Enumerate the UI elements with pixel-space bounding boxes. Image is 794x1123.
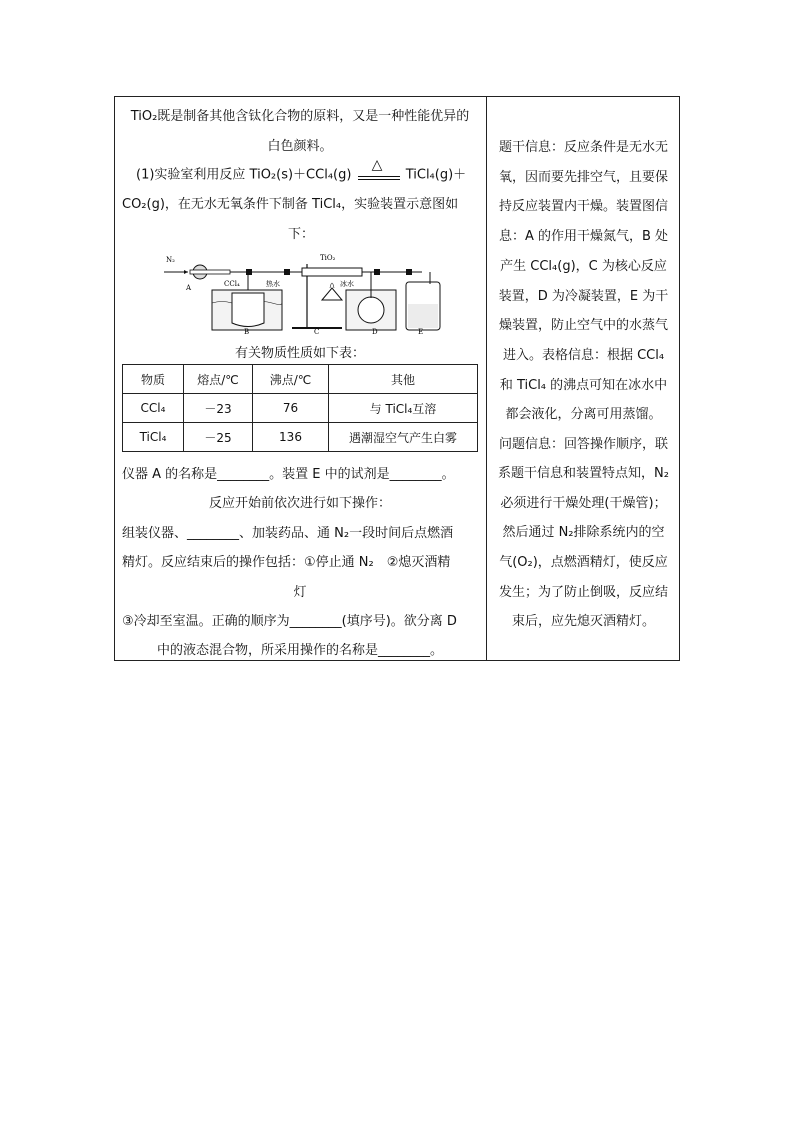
n2-label: N₂ [166, 256, 175, 264]
analysis-line: 发生；为了防止倒吸，反应结 [498, 585, 668, 600]
question-1-line-3: 下： [288, 227, 315, 242]
question-3: 反应开始前依次进行如下操作： [208, 496, 391, 511]
analysis-line: 然后通过 N₂排除系统内的空 [502, 525, 665, 540]
analysis-line: 气(O₂)，点燃酒精灯，使反应 [499, 555, 668, 570]
apparatus-diagram [162, 248, 446, 334]
equation-products: TiCl₄(g)＋ [405, 167, 467, 183]
label-d: D [372, 328, 378, 334]
heat-condition: △ [371, 157, 383, 173]
ccl4-label: CCl₄ [224, 280, 240, 288]
table-header-row [123, 365, 478, 394]
question-1-line-2: CO₂(g)，在无水无氧条件下制备 TiCl₄，实验装置示意图如 [122, 197, 459, 212]
analysis-column [487, 96, 680, 661]
analysis-line: 息：A 的作用干燥氮气，B 处 [498, 229, 669, 244]
table-cell: －23 [184, 394, 253, 423]
question-5: 精灯。反应结束后的操作包括：①停止通 N₂ ②熄灭酒精 [122, 555, 451, 570]
label-a: A [186, 284, 192, 292]
intro-line-2: 白色颜料。 [267, 139, 333, 154]
table-cell: 遇潮湿空气产生白雾 [329, 423, 478, 452]
analysis-line: 燥装置，防止空气中的水蒸气 [498, 318, 668, 333]
tio2-label: TiO₂ [320, 254, 336, 262]
header-cell: 物质 [123, 365, 184, 394]
ice-water-label: 冰水 [340, 280, 354, 288]
label-c: C [314, 328, 320, 334]
analysis-line: 装置，D 为冷凝装置，E 为干 [498, 289, 669, 304]
question-4: 组装仪器、________、加装药品、通 N₂一段时间后点燃酒 [122, 526, 454, 541]
question-8: 中的液态混合物，所采用操作的名称是________。 [156, 643, 443, 658]
analysis-line: 氧，因而要先排空气，且要保 [498, 170, 668, 185]
label-b: B [244, 328, 250, 334]
header-cell: 熔点/℃ [184, 365, 253, 394]
hot-water-label: 热水 [266, 280, 280, 288]
analysis-line: 题干信息：反应条件是无水无 [498, 140, 668, 155]
table-row [123, 394, 478, 423]
table-caption: 有关物质性质如下表： [234, 346, 365, 361]
analysis-line: 系题干信息和装置特点知，N₂ [498, 466, 669, 481]
table-cell: 76 [253, 394, 329, 423]
table-cell: 136 [253, 423, 329, 452]
table-cell: CCl₄ [123, 394, 184, 423]
analysis-line: 持反应装置内干燥。装置图信 [498, 199, 668, 214]
question-7: ③冷却至室温。正确的顺序为________(填序号)。欲分离 D [122, 614, 457, 629]
analysis-line: 产生 CCl₄(g)，C 为核心反应 [500, 259, 667, 274]
properties-table [122, 364, 478, 452]
reaction-arrow [356, 157, 402, 183]
label-e: E [418, 328, 424, 334]
analysis-line: 束后，应先熄灭酒精灯。 [511, 614, 655, 629]
table-row [123, 423, 478, 452]
analysis-line: 必须进行干燥处理(干燥管)； [500, 496, 667, 511]
analysis-line: 都会液化，分离可用蒸馏。 [505, 407, 662, 422]
header-cell: 其他 [329, 365, 478, 394]
table-cell: 与 TiCl₄互溶 [329, 394, 478, 423]
analysis-line: 进入。表格信息：根据 CCl₄ [502, 348, 665, 363]
intro-line-1: TiO₂既是制备其他含钛化合物的原料，又是一种性能优异的 [130, 109, 470, 124]
table-cell: －25 [184, 423, 253, 452]
question-column [114, 96, 486, 661]
question-6: 灯 [293, 585, 307, 600]
equation-reactants: (1)实验室利用反应 TiO₂(s)＋CCl₄(g) [136, 167, 352, 183]
question-2: 仪器 A 的名称是________。装置 E 中的试剂是________。 [122, 467, 455, 482]
header-cell: 沸点/℃ [253, 365, 329, 394]
analysis-line: 问题信息：回答操作顺序，联 [498, 437, 668, 452]
table-cell: TiCl₄ [123, 423, 184, 452]
question-1-line-1 [136, 157, 467, 184]
analysis-line: 和 TiCl₄ 的沸点可知在冰水中 [499, 378, 668, 393]
